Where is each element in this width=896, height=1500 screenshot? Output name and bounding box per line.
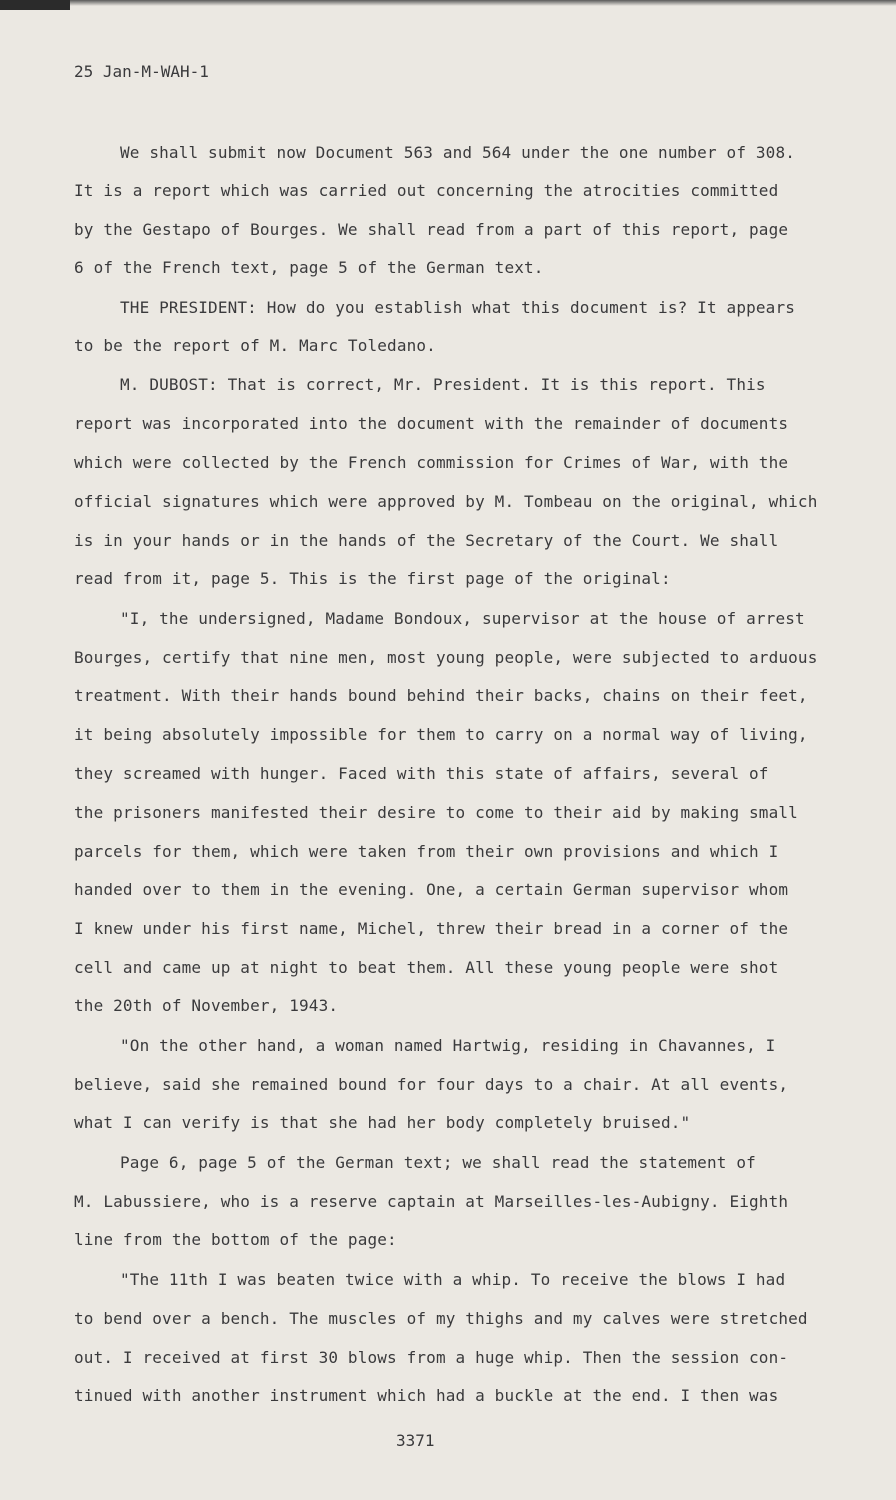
text-line: "I, the undersigned, Madame Bondoux, supervisor at the house of arrest <box>120 609 805 628</box>
text-line: tinued with another instrument which had a buckle at the end. I then was <box>74 1386 779 1405</box>
text-line: handed over to them in the evening. One, a certain German supervisor whom <box>74 880 789 899</box>
page-number: 3371 <box>396 1431 435 1450</box>
text-line: cell and came up at night to beat them. All these young people were shot <box>74 958 779 977</box>
text-line: "The 11th I was beaten twice with a whip. To receive the blows I had <box>120 1270 786 1289</box>
text-line: Bourges, certify that nine men, most young people, were subjected to arduous <box>74 648 818 667</box>
text-line: what I can verify is that she had her body completely bruised." <box>74 1113 691 1132</box>
folio-header: 25 Jan-M-WAH-1 <box>74 62 209 81</box>
text-line: report was incorporated into the document with the remainder of documents <box>74 414 789 433</box>
text-line: out. I received at first 30 blows from a huge whip. Then the session con- <box>74 1348 789 1367</box>
text-line: "On the other hand, a woman named Hartwig, residing in Chavannes, I <box>120 1036 776 1055</box>
text-line: which were collected by the French commission for Crimes of War, with the <box>74 453 789 472</box>
text-line: official signatures which were approved by M. Tombeau on the original, which <box>74 492 818 511</box>
text-line: the 20th of November, 1943. <box>74 996 339 1015</box>
text-line: to bend over a bench. The muscles of my thighs and my calves were stretched <box>74 1309 808 1328</box>
text-line: M. Labussiere, who is a reserve captain at Marseilles-les-Aubigny. Eighth <box>74 1192 789 1211</box>
corner-mark <box>0 0 70 10</box>
text-line: believe, said she remained bound for four days to a chair. At all events, <box>74 1075 789 1094</box>
text-line: parcels for them, which were taken from their own provisions and which I <box>74 842 779 861</box>
page-top-edge <box>0 0 896 6</box>
text-line: I knew under his first name, Michel, threw their bread in a corner of the <box>74 919 789 938</box>
text-line: they screamed with hunger. Faced with this state of affairs, several of <box>74 764 769 783</box>
text-line: 6 of the French text, page 5 of the German text. <box>74 258 544 277</box>
text-line: is in your hands or in the hands of the Secretary of the Court. We shall <box>74 531 779 550</box>
text-line: It is a report which was carried out concerning the atrocities committed <box>74 181 779 200</box>
text-line: M. DUBOST: That is correct, Mr. President. It is this report. This <box>120 375 766 394</box>
text-line: the prisoners manifested their desire to come to their aid by making small <box>74 803 798 822</box>
text-line: THE PRESIDENT: How do you establish what this document is? It appears <box>120 298 796 317</box>
text-line: treatment. With their hands bound behind their backs, chains on their feet, <box>74 686 808 705</box>
text-line: to be the report of M. Marc Toledano. <box>74 336 436 355</box>
text-line: it being absolutely impossible for them to carry on a normal way of living, <box>74 725 808 744</box>
text-line: line from the bottom of the page: <box>74 1230 397 1249</box>
text-line: Page 6, page 5 of the German text; we shall read the statement of <box>120 1153 756 1172</box>
text-line: by the Gestapo of Bourges. We shall read from a part of this report, page <box>74 220 789 239</box>
text-line: read from it, page 5. This is the first page of the original: <box>74 569 671 588</box>
text-line: We shall submit now Document 563 and 564 under the one number of 308. <box>120 143 796 162</box>
